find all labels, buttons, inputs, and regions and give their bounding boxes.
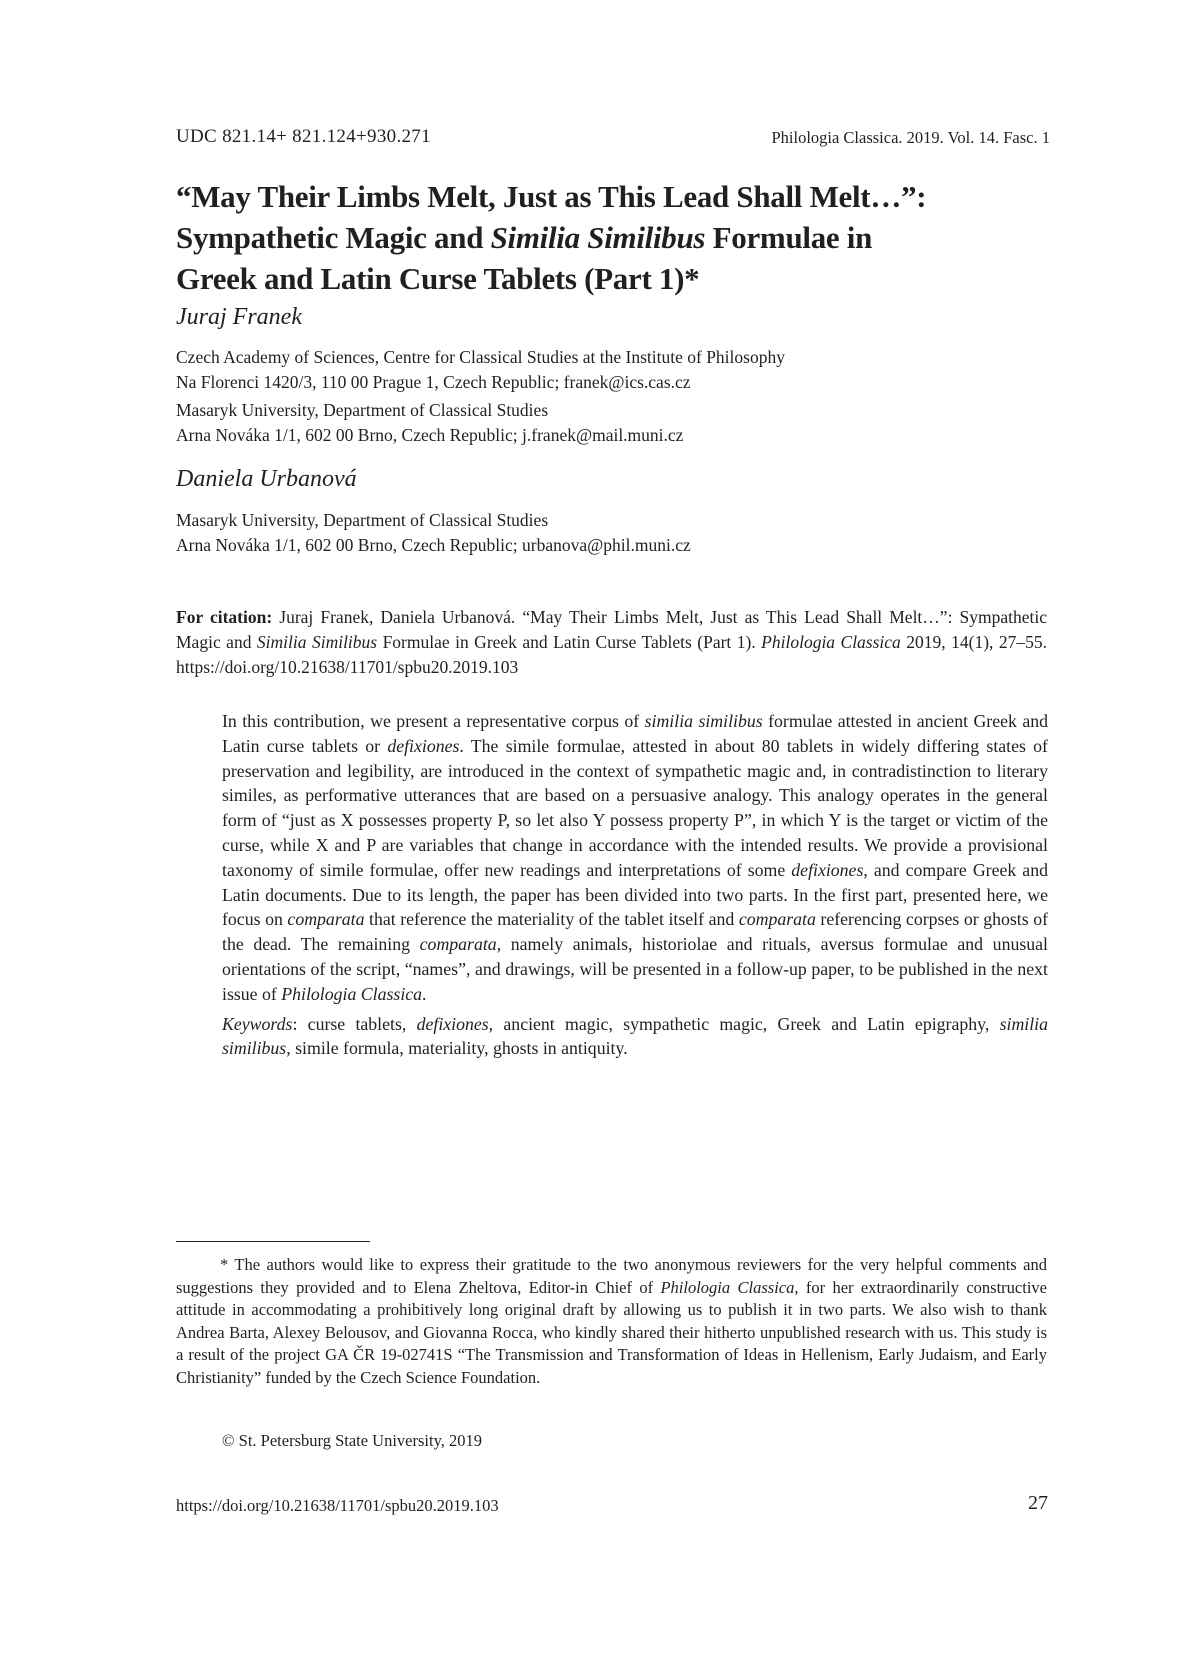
abstract-text: In this contribution, we present a representative corpus of similia similibus formulae attested in ancient Greek and Latin curse tablets or defixiones. The simile formulae, attested in about 80 tablets in widely differing states of preservation and legibility, are introduced in the context of sympathetic magic and, in contradistinction to literary similes, as performative utterances that are based on a persuasive analogy. This analogy operates in the general form of “just as X possesses property P, so let also Y possess property P”, in which Y is the target or victim of the curse, while X and P are variables that change in accordance with the intended results. We provide a provisional taxonomy of simile formulae, offer new readings and interpretations of some defixiones, and compare Greek and Latin documents. Due to its length, the paper has been divided into two parts. In the first part, presented here, we focus on comparata that reference the materiality of the tablet itself and comparata referencing corpses or ghosts of the dead. The remaining comparata, namely animals, historiolae and rituals, aversus formulae and unusual orientations of the script, “names”, and drawings, will be presented in a follow-up paper, to be published in the next issue of Philologia Classica. — [222, 711, 1049, 1004]
page-number: 27 — [1028, 1492, 1048, 1514]
citation-label: For citation: — [176, 607, 273, 627]
title-line-1: “May Their Limbs Melt, Just as This Lead Shall Melt…”: — [176, 179, 927, 214]
keywords: Keywords: curse tablets, defixiones, ancient magic, sympathetic magic, Greek and Latin epigraphy, similia similibus, simile formula, materiality, ghosts in antiquity. — [222, 1013, 1049, 1059]
author-affiliation: Masaryk University, Department of Classical Studies Arna Nováka 1/1, 602 00 Brno, Czech Republic; j.franek@mail.muni.cz — [176, 400, 684, 445]
udc-code: UDC 821.14+ 821.124+930.271 — [176, 126, 431, 147]
author-name: Daniela Urbanová — [176, 466, 357, 492]
footnote-divider — [176, 1241, 370, 1242]
title-line-2: Sympathetic Magic and Similia Similibus Formulae in — [176, 220, 873, 255]
footer-doi: https://doi.org/10.21638/11701/spbu20.2019.103 — [176, 1496, 499, 1515]
title-line-3: Greek and Latin Curse Tablets (Part 1)* — [176, 261, 700, 296]
abstract — [222, 709, 1048, 1061]
author-affiliation: Czech Academy of Sciences, Centre for Classical Studies at the Institute of Philosophy Na Florenci 1420/3, 110 00 Prague 1, Czech Republic; franek@ics.cas.cz — [176, 347, 785, 392]
author-affiliation: Masaryk University, Department of Classical Studies Arna Nováka 1/1, 602 00 Brno, Czech Republic; urbanova@phil.muni.cz — [176, 510, 691, 555]
article-title — [176, 176, 1076, 299]
copyright-notice: © St. Petersburg State University, 2019 — [222, 1431, 483, 1450]
author-name: Juraj Franek — [176, 304, 302, 330]
keywords-label: Keywords — [222, 1013, 293, 1034]
journal-reference: Philologia Classica. 2019. Vol. 14. Fasc. 1 — [771, 128, 1050, 147]
footnote: * The authors would like to express their gratitude to the two anonymous reviewers for the very helpful comments and suggestions they provided and to Elena Zheltova, Editor-in Chief of Philologia Classica, for her extraordinarily constructive attitude in accommodating a prohibitively long original draft by allowing us to publish it in two parts. We also wish to thank Andrea Barta, Alexey Belousov, and Giovanna Rocca, who kindly shared their hitherto unpublished research with us. This study is a result of the project GA ČR 19-02741S “The Transmission and Transformation of Ideas in Hellenism, Early Judaism, and Early Christianity” funded by the Czech Science Foundation. — [176, 1255, 1047, 1387]
citation-block: For citation: Juraj Franek, Daniela Urbanová. “May Their Limbs Melt, Just as This Lead Shall Melt…”: Sympathetic Magic and Similia Similibus Formulae in Greek and Latin Curse Tablets (Part 1). Philologia Classica 2019, 14(1), 27–55. https://doi.org/10.21638/11701/spbu20.2019.103 — [176, 607, 1047, 677]
